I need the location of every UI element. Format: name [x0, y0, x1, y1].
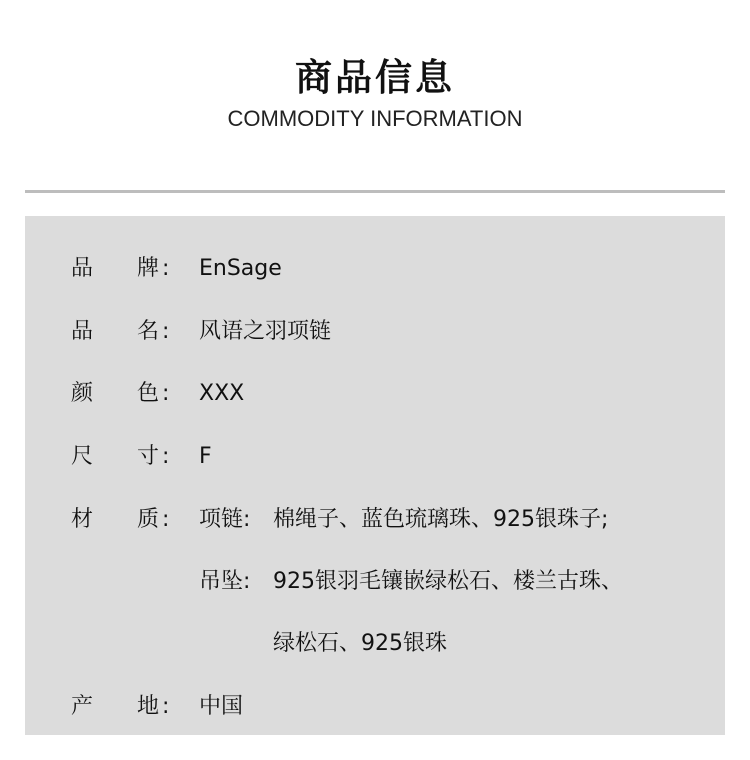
size-value: F — [199, 444, 212, 469]
info-row-origin — [25, 687, 725, 727]
page-title: 商品信息 — [295, 56, 455, 99]
origin-label-char2: 地 — [137, 694, 160, 719]
info-row-color — [25, 374, 725, 414]
necklace-value: 棉绳子、蓝色琉璃珠、925银珠子; — [273, 507, 609, 532]
origin-label-char1: 产 — [71, 694, 94, 719]
pendant-value-line1: 925银羽毛镶嵌绿松石、楼兰古珠、 — [273, 569, 623, 594]
color-label-char1: 颜 — [71, 381, 94, 406]
info-row-brand — [25, 249, 725, 289]
origin-colon: : — [162, 694, 170, 719]
necklace-label: 项链: — [199, 507, 251, 532]
size-colon: : — [162, 444, 170, 469]
divider — [25, 190, 725, 193]
material-colon: : — [162, 507, 170, 532]
pendant-value-line2: 绿松石、925银珠 — [273, 631, 447, 656]
color-colon: : — [162, 381, 170, 406]
name-value: 风语之羽项链 — [199, 319, 332, 344]
origin-value: 中国 — [199, 694, 244, 719]
info-row-material — [25, 500, 725, 540]
pendant-label: 吊坠: — [199, 569, 251, 594]
brand-label-char1: 品 — [71, 256, 94, 281]
material-label-char1: 材 — [71, 507, 94, 532]
info-row-name — [25, 312, 725, 352]
info-row-pendant — [25, 562, 725, 602]
name-label-char1: 品 — [71, 319, 94, 344]
info-row-pendant-continued — [25, 624, 725, 664]
name-label-char2: 名 — [137, 319, 160, 344]
brand-colon: : — [162, 256, 170, 281]
material-label-char2: 质 — [137, 507, 160, 532]
page-subtitle: COMMODITY INFORMATION — [227, 106, 523, 131]
name-colon: : — [162, 319, 170, 344]
info-panel — [25, 216, 725, 735]
color-value: XXX — [199, 381, 245, 406]
info-row-size — [25, 437, 725, 477]
size-label-char1: 尺 — [71, 444, 94, 469]
size-label-char2: 寸 — [137, 444, 160, 469]
brand-value: EnSage — [199, 256, 282, 281]
color-label-char2: 色 — [137, 381, 160, 406]
brand-label-char2: 牌 — [137, 256, 160, 281]
